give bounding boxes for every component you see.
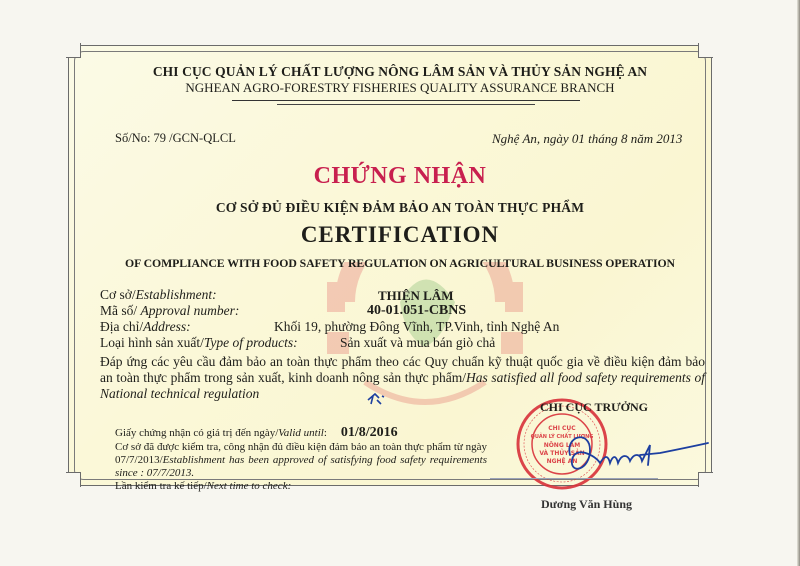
address-label: Địa chỉ/Address: [100, 319, 191, 334]
compliance-statement: Đáp ứng các yêu cầu đảm bảo an toàn thực phẩm theo các Quy chuẩn kỹ thuật quốc gia về điều kiện đảm bảo an toàn thực phẩm trong sản xuất, kinh doanh nông sản thực phẩm/Has satisfied all food safety requirements of National technical regulation [100, 354, 705, 401]
initial-mark-icon [365, 388, 387, 408]
svg-text:NÔNG LÂM: NÔNG LÂM [543, 442, 581, 449]
valid-until-date: 01/8/2016 [340, 425, 398, 440]
approval-statement: Cơ sở đã được kiểm tra, công nhận đủ điều kiện đảm bảo an toàn thực phẩm từ ngày 07/7/2013/Establishment has been approved of satisfying food safety requirements since : 07/7/2013. [115, 441, 487, 479]
frame-corner-notch [66, 472, 81, 487]
header-rule [277, 104, 535, 105]
frame-corner-notch [66, 43, 81, 58]
approval-number-label: Mã số/ Approval number: [100, 303, 240, 318]
agency-name-vn: CHI CỤC QUẢN LÝ CHẤT LƯỢNG NÔNG LÂM SẢN VÀ THỦY SẢN NGHỆ AN [152, 64, 648, 79]
signature-line [490, 478, 658, 479]
handwritten-signature-icon [560, 425, 710, 495]
title-vn: CHỨNG NHẬN [313, 163, 487, 189]
subtitle-en: OF COMPLIANCE WITH FOOD SAFETY REGULATION ON AGRICULTURAL BUSINESS OPERATION [125, 256, 675, 270]
establishment-label: Cơ sở/Establishment: [100, 287, 217, 302]
title-en: CERTIFICATION [300, 222, 500, 247]
address-value: Khối 19, phường Đông Vĩnh, TP.Vinh, tỉnh Nghệ An [274, 319, 560, 334]
approval-number-value: 40-01.051-CBNS [367, 303, 467, 318]
subtitle-vn: CƠ SỞ ĐỦ ĐIỀU KIỆN ĐẢM BẢO AN TOÀN THỰC PHẨM [215, 200, 585, 215]
product-type-value: Sản xuất và mua bán giò chả [340, 335, 496, 350]
signatory-title: CHI CỤC TRƯỞNG [540, 400, 649, 414]
svg-text:QUẢN LÝ CHẤT LƯỢNG: QUẢN LÝ CHẤT LƯỢNG [530, 434, 594, 440]
next-check-line: Lần kiểm tra kế tiếp/Next time to check: [115, 480, 292, 492]
svg-text:VÀ THỦY SẢN: VÀ THỦY SẢN [539, 450, 585, 457]
svg-text:CHI CỤC: CHI CỤC [548, 425, 576, 432]
validity-line: Giấy chứng nhận có giá trị đến ngày/Valid until: 01/8/2016 [115, 425, 398, 440]
issue-place-date: Nghệ An, ngày 01 tháng 8 năm 2013 [492, 131, 683, 146]
signatory-name: Dương Văn Hùng [541, 497, 632, 511]
header-rule [232, 100, 580, 101]
frame-corner-notch [698, 43, 713, 58]
certificate-number: Số/No: 79 /GCN-QLCL [115, 131, 236, 145]
agency-name-en: NGHEAN AGRO-FORESTRY FISHERIES QUALITY ASSURANCE BRANCH [185, 80, 615, 95]
product-type-label: Loại hình sản xuất/Type of products: [100, 335, 298, 350]
svg-text:NGHỆ AN: NGHỆ AN [546, 458, 578, 465]
establishment-value: THIỆN LÂM [378, 288, 454, 303]
